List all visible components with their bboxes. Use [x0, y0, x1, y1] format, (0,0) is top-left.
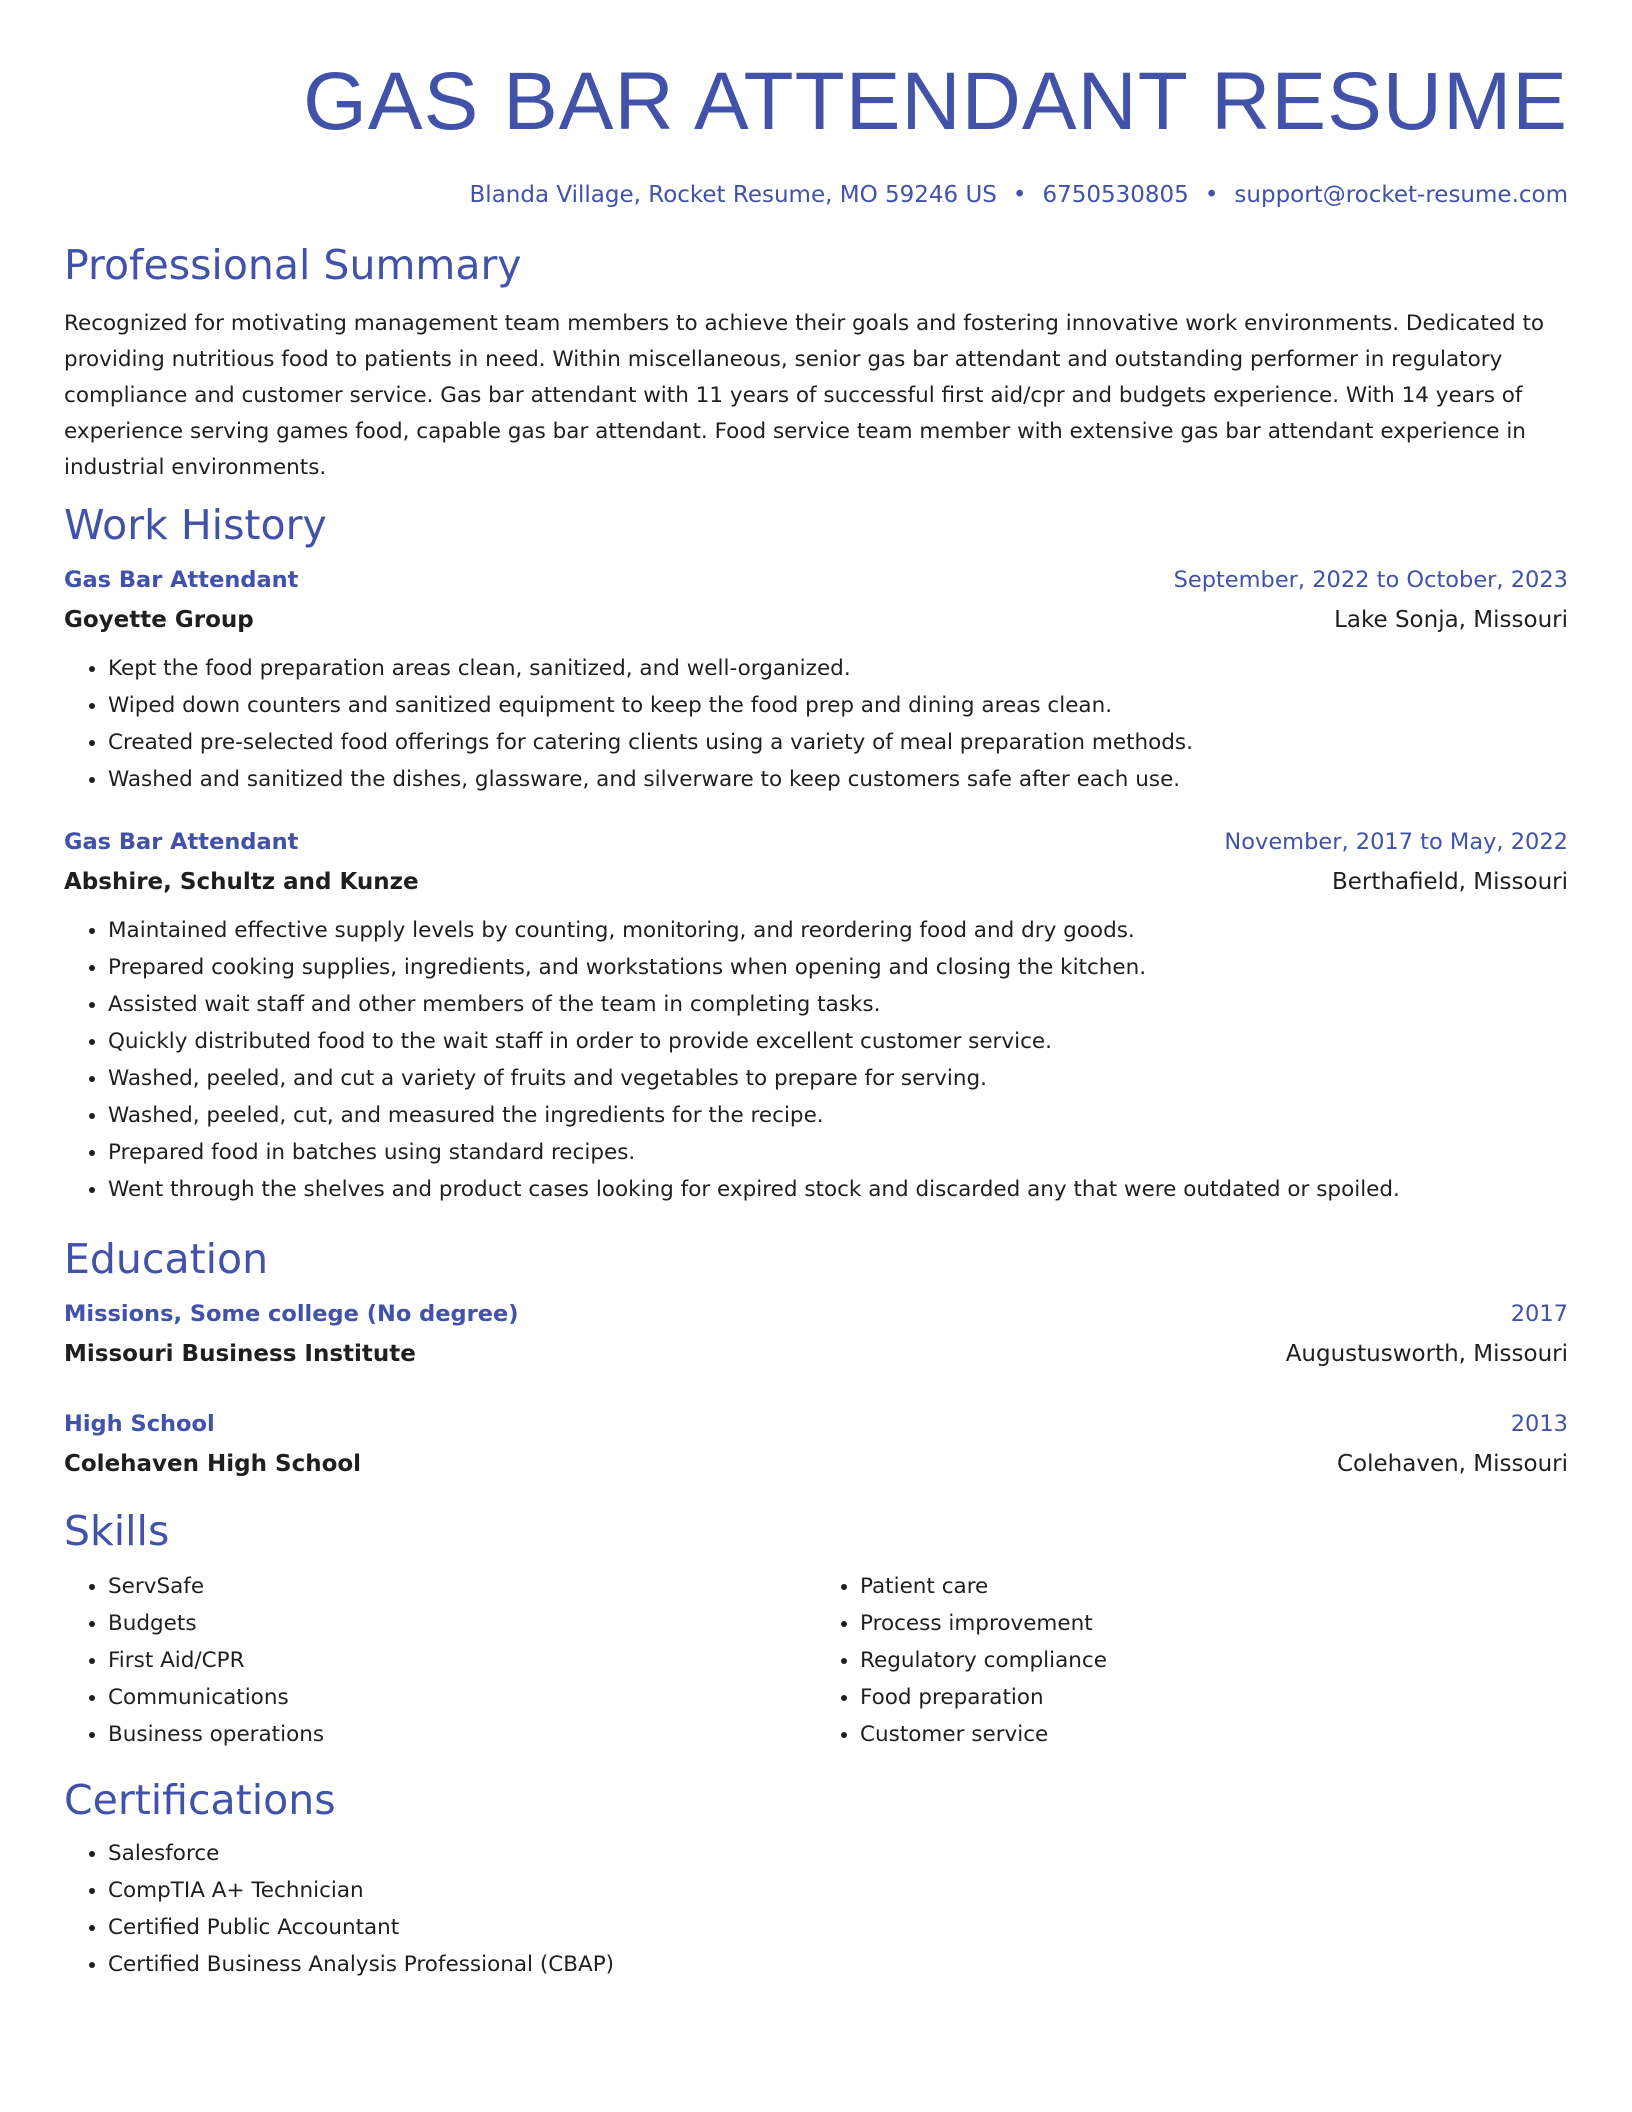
- summary-section: [64, 240, 1568, 486]
- list-item: • Washed and sanitized the dishes, glassware, and silverware to keep customers safe after each use.: [108, 761, 1568, 798]
- skills-list-left: [64, 1568, 816, 1753]
- job-bullets: [64, 912, 1568, 1208]
- skill-item: • Budgets: [108, 1605, 816, 1642]
- contact-email: support@rocket-resume.com: [1234, 182, 1568, 208]
- job-dates: September, 2022 to October, 2023: [1173, 567, 1568, 593]
- job-location: Lake Sonja, Missouri: [1334, 607, 1568, 633]
- certifications-section: [64, 1775, 1568, 1983]
- skill-item: • First Aid/CPR: [108, 1642, 816, 1679]
- contact-address: Blanda Village, Rocket Resume, MO 59246 US: [469, 182, 997, 208]
- section-heading-certifications: Certifications: [64, 1776, 336, 1824]
- job-title: Gas Bar Attendant: [64, 829, 299, 855]
- contact-line: [64, 180, 1568, 210]
- education-degree: Missions, Some college (No degree): [64, 1301, 519, 1327]
- skill-item: • Patient care: [860, 1568, 1568, 1605]
- section-heading-summary: Professional Summary: [64, 241, 522, 289]
- contact-phone: 6750530805: [1042, 182, 1189, 208]
- skill-item: • Regulatory compliance: [860, 1642, 1568, 1679]
- certifications-list: [64, 1835, 1568, 1983]
- section-heading-work: Work History: [64, 501, 327, 549]
- job-company: Goyette Group: [64, 607, 254, 633]
- skill-item: • Business operations: [108, 1716, 816, 1753]
- list-item: • Kept the food preparation areas clean, sanitized, and well-organized.: [108, 650, 1568, 687]
- skills-section: [64, 1506, 1568, 1753]
- contact-separator: •: [1204, 182, 1219, 208]
- work-section: [64, 500, 1568, 1208]
- list-item: • Maintained effective supply levels by counting, monitoring, and reordering food and dry goods.: [108, 912, 1568, 949]
- section-heading-skills: Skills: [64, 1507, 170, 1555]
- certification-item: • CompTIA A+ Technician: [108, 1872, 1568, 1909]
- skills-columns: [64, 1568, 1568, 1753]
- education-entry: [64, 1404, 1568, 1484]
- contact-separator: •: [1012, 182, 1027, 208]
- section-heading-education: Education: [64, 1235, 269, 1283]
- skill-item: • Customer service: [860, 1716, 1568, 1753]
- list-item: • Quickly distributed food to the wait staff in order to provide excellent customer service.: [108, 1023, 1568, 1060]
- skill-item: • Communications: [108, 1679, 816, 1716]
- list-item: • Prepared cooking supplies, ingredients, and workstations when opening and closing the kitchen.: [108, 949, 1568, 986]
- job-company: Abshire, Schultz and Kunze: [64, 869, 419, 895]
- skills-list-right: [816, 1568, 1568, 1753]
- certification-item: • Salesforce: [108, 1835, 1568, 1872]
- job-location: Berthafield, Missouri: [1331, 869, 1568, 895]
- certification-item: • Certified Public Accountant: [108, 1909, 1568, 1946]
- list-item: • Created pre-selected food offerings for catering clients using a variety of meal preparation methods.: [108, 724, 1568, 761]
- education-year: 2013: [1510, 1411, 1568, 1437]
- job-entry: [64, 560, 1568, 798]
- resume-title: GAS BAR ATTENDANT RESUME: [303, 56, 1568, 147]
- summary-text: Recognized for motivating management team members to achieve their goals and fostering innovative work environments. Dedicated to providing nutritious food to patients in need. Within miscellaneous, senior gas bar attendant and outstanding performer in regulatory compliance and customer service. Gas bar attendant with 11 years of successful first aid/cpr and budgets experience. With 14 years of experience serving games food, capable gas bar attendant. Food service team member with extensive gas bar attendant experience in industrial environments.: [64, 311, 1545, 480]
- education-school: Colehaven High School: [64, 1451, 362, 1477]
- education-degree: High School: [64, 1411, 215, 1437]
- list-item: • Went through the shelves and product cases looking for expired stock and discarded any that were outdated or spoiled.: [108, 1171, 1568, 1208]
- job-dates: November, 2017 to May, 2022: [1224, 829, 1568, 855]
- list-item: • Washed, peeled, cut, and measured the ingredients for the recipe.: [108, 1097, 1568, 1134]
- education-entry: [64, 1294, 1568, 1374]
- education-location: Colehaven, Missouri: [1337, 1451, 1568, 1477]
- education-school: Missouri Business Institute: [64, 1341, 416, 1367]
- list-item: • Prepared food in batches using standard recipes.: [108, 1134, 1568, 1171]
- certification-item: • Certified Business Analysis Professional (CBAP): [108, 1946, 1568, 1983]
- list-item: • Wiped down counters and sanitized equipment to keep the food prep and dining areas clean.: [108, 687, 1568, 724]
- job-entry: [64, 822, 1568, 1208]
- job-title: Gas Bar Attendant: [64, 567, 299, 593]
- skill-item: • Process improvement: [860, 1605, 1568, 1642]
- resume-page: [64, 0, 1568, 1983]
- skill-item: • ServSafe: [108, 1568, 816, 1605]
- education-year: 2017: [1510, 1301, 1568, 1327]
- skill-item: • Food preparation: [860, 1679, 1568, 1716]
- job-bullets: [64, 650, 1568, 798]
- list-item: • Washed, peeled, and cut a variety of fruits and vegetables to prepare for serving.: [108, 1060, 1568, 1097]
- list-item: • Assisted wait staff and other members of the team in completing tasks.: [108, 986, 1568, 1023]
- education-location: Augustusworth, Missouri: [1285, 1341, 1568, 1367]
- education-section: [64, 1234, 1568, 1484]
